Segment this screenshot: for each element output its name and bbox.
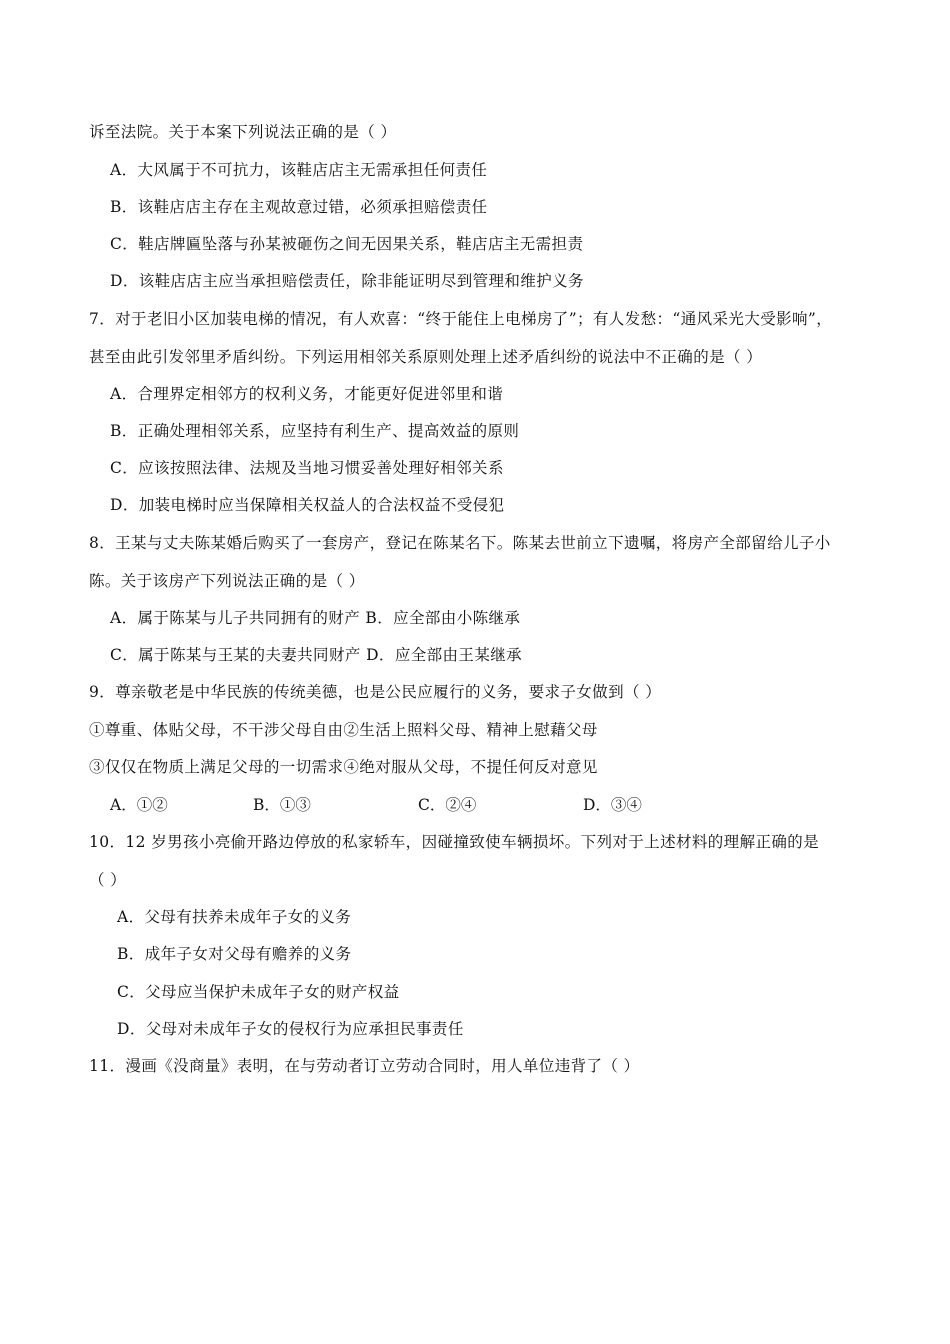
q8-options-row2: C．属于陈某与王某的夫妻共同财产 D．应全部由王某继承 [110, 646, 523, 664]
q7-option-b: B．正确处理相邻关系，应坚持有利生产、提高效益的原则 [110, 422, 520, 440]
q7-stem-line1: 7．对于老旧小区加装电梯的情况，有人欢喜：“终于能住上电梯房了”；有人发愁：“通风采光大受影响”， [89, 310, 833, 328]
q9-option-b: B．①③ [253, 796, 311, 814]
q11-stem: 11．漫画《没商量》表明，在与劳动者订立劳动合同时，用人单位违背了（ ） [89, 1057, 640, 1075]
q10-option-b: B．成年子女对父母有赡养的义务 [117, 945, 352, 963]
q10-stem-line2: （ ） [89, 871, 127, 889]
q9-items-line1: ①尊重、体贴父母，不干涉父母自由②生活上照料父母、精神上慰藉父母 [89, 721, 598, 739]
q8-stem-line1: 8．王某与丈夫陈某婚后购买了一套房产，登记在陈某名下。陈某去世前立下遗嘱，将房产全部留给儿子小 [89, 534, 831, 552]
q7-option-c: C．应该按照法律、法规及当地习惯妥善处理好相邻关系 [110, 459, 504, 477]
q9-option-c: C．②④ [418, 796, 477, 814]
q7-option-a: A．合理界定相邻方的权利义务，才能更好促进邻里和谐 [110, 385, 504, 403]
q6-option-a: A．大风属于不可抗力，该鞋店店主无需承担任何责任 [110, 161, 488, 179]
q10-stem-line1: 10．12 岁男孩小亮偷开路边停放的私家轿车，因碰撞致使车辆损坏。下列对于上述材料的理解正确的是 [89, 833, 820, 851]
q6-stem-end: 诉至法院。关于本案下列说法正确的是（ ） [89, 123, 397, 141]
q10-option-c: C．父母应当保护未成年子女的财产权益 [117, 983, 400, 1001]
q7-stem-line2: 甚至由此引发邻里矛盾纠纷。下列运用相邻关系原则处理上述矛盾纠纷的说法中不正确的是（ ） [89, 348, 763, 366]
q6-option-b: B．该鞋店店主存在主观故意过错，必须承担赔偿责任 [110, 198, 488, 216]
q8-stem-line2: 陈。关于该房产下列说法正确的是（ ） [89, 572, 365, 590]
q9-options-row [110, 795, 670, 815]
q8-options-row1: A．属于陈某与儿子共同拥有的财产 B．应全部由小陈继承 [110, 609, 521, 627]
q9-stem: 9．尊亲敬老是中华民族的传统美德，也是公民应履行的义务，要求子女做到（ ） [89, 683, 662, 701]
q9-items-line2: ③仅仅在物质上满足父母的一切需求④绝对服从父母，不提任何反对意见 [89, 758, 598, 776]
q7-option-d: D．加装电梯时应当保障相关权益人的合法权益不受侵犯 [110, 496, 505, 514]
q6-option-d: D．该鞋店店主应当承担赔偿责任，除非能证明尽到管理和维护义务 [110, 272, 584, 290]
q10-option-a: A．父母有扶养未成年子女的义务 [117, 908, 352, 926]
q6-option-c: C．鞋店牌匾坠落与孙某被砸伤之间无因果关系，鞋店店主无需担责 [110, 235, 584, 253]
q10-option-d: D．父母对未成年子女的侵权行为应承担民事责任 [117, 1020, 464, 1038]
q9-option-d: D．③④ [583, 796, 642, 814]
q9-option-a: A．①② [110, 796, 168, 814]
